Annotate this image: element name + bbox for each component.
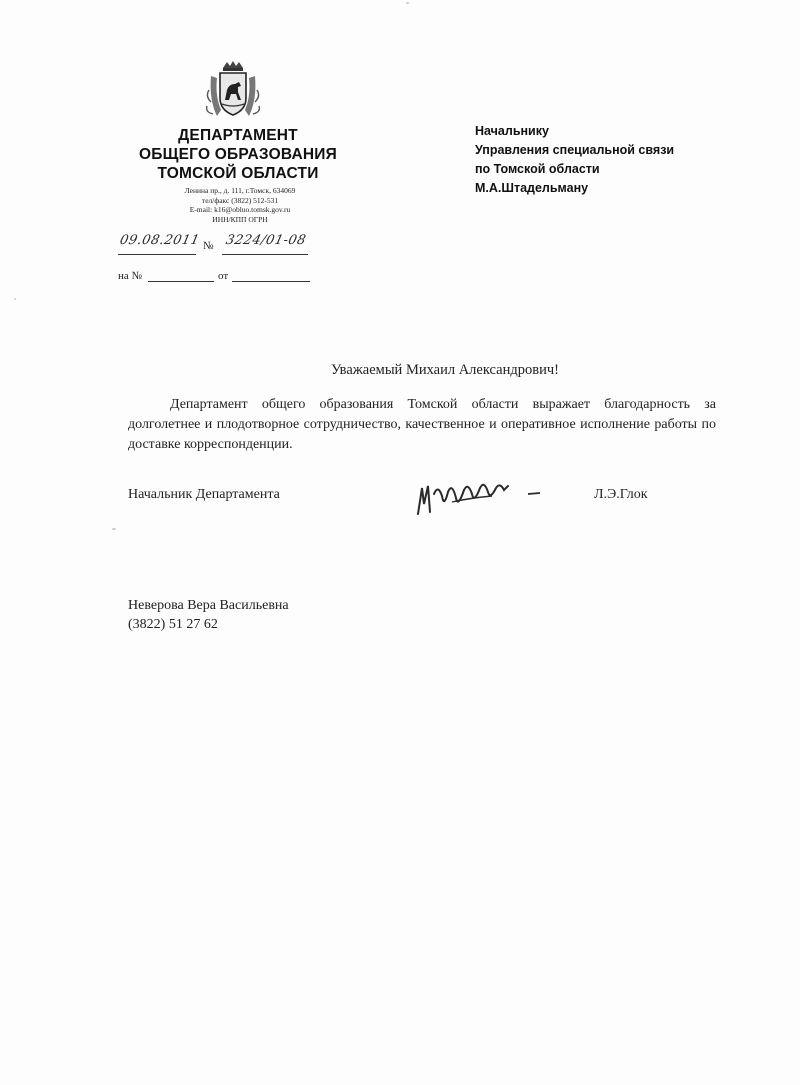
salutation: Уважаемый Михаил Александрович!	[331, 362, 559, 378]
addressee-line-2: Управления специальной связи	[475, 143, 675, 157]
addressee-line-3: по Томской области	[475, 162, 600, 176]
registration-date: 09.08.2011	[118, 233, 202, 248]
letterhead-contacts	[150, 186, 330, 224]
executor-block	[128, 596, 289, 634]
scan-speck	[406, 2, 409, 4]
dept-name-line-2: ОБЩЕГО ОБРАЗОВАНИЯ	[139, 146, 337, 163]
executor-phone: (3822) 51 27 62	[128, 617, 218, 632]
department-name	[118, 126, 358, 183]
dept-name-line-1: ДЕПАРТАМЕНТ	[178, 127, 298, 144]
scan-speck	[14, 298, 16, 300]
contact-address: Ленина пр., д. 111, г.Томск, 634069	[184, 186, 296, 195]
handwritten-signature	[412, 474, 552, 524]
addressee-line-1: Начальнику	[475, 124, 549, 138]
registration-number: 3224/01-08	[224, 233, 308, 248]
body-paragraph: Департамент общего образования Томской области выражает благодарность за долголетнее и плодотворное сотрудничество, качественное и оперативное исполнение работы по доставке корреспонденции.	[128, 397, 716, 452]
reference-date-blank	[232, 281, 310, 282]
addressee-block	[475, 122, 775, 198]
coat-of-arms-icon	[205, 60, 261, 122]
dept-name-line-3: ТОМСКОЙ ОБЛАСТИ	[157, 165, 319, 182]
registration-number-label: №	[203, 240, 214, 252]
addressee-line-4: М.А.Штадельману	[475, 181, 589, 195]
contact-phone: тел/факс (3822) 512-531	[201, 195, 279, 205]
signer-title: Начальник Департамента	[128, 487, 280, 502]
letter-body	[128, 395, 716, 455]
scan-speck	[112, 528, 116, 530]
reference-number-blank	[148, 281, 214, 282]
reference-number-label: на №	[118, 270, 143, 282]
signer-name: Л.Э.Глок	[594, 487, 648, 502]
reference-date-label: от	[218, 270, 229, 282]
executor-name: Неверова Вера Васильевна	[128, 598, 289, 613]
contact-inn-ogrn: ИНН/КПП ОГРН	[212, 214, 268, 224]
contact-email: E-mail: k16@obluo.tomsk.gov.ru	[189, 205, 291, 214]
